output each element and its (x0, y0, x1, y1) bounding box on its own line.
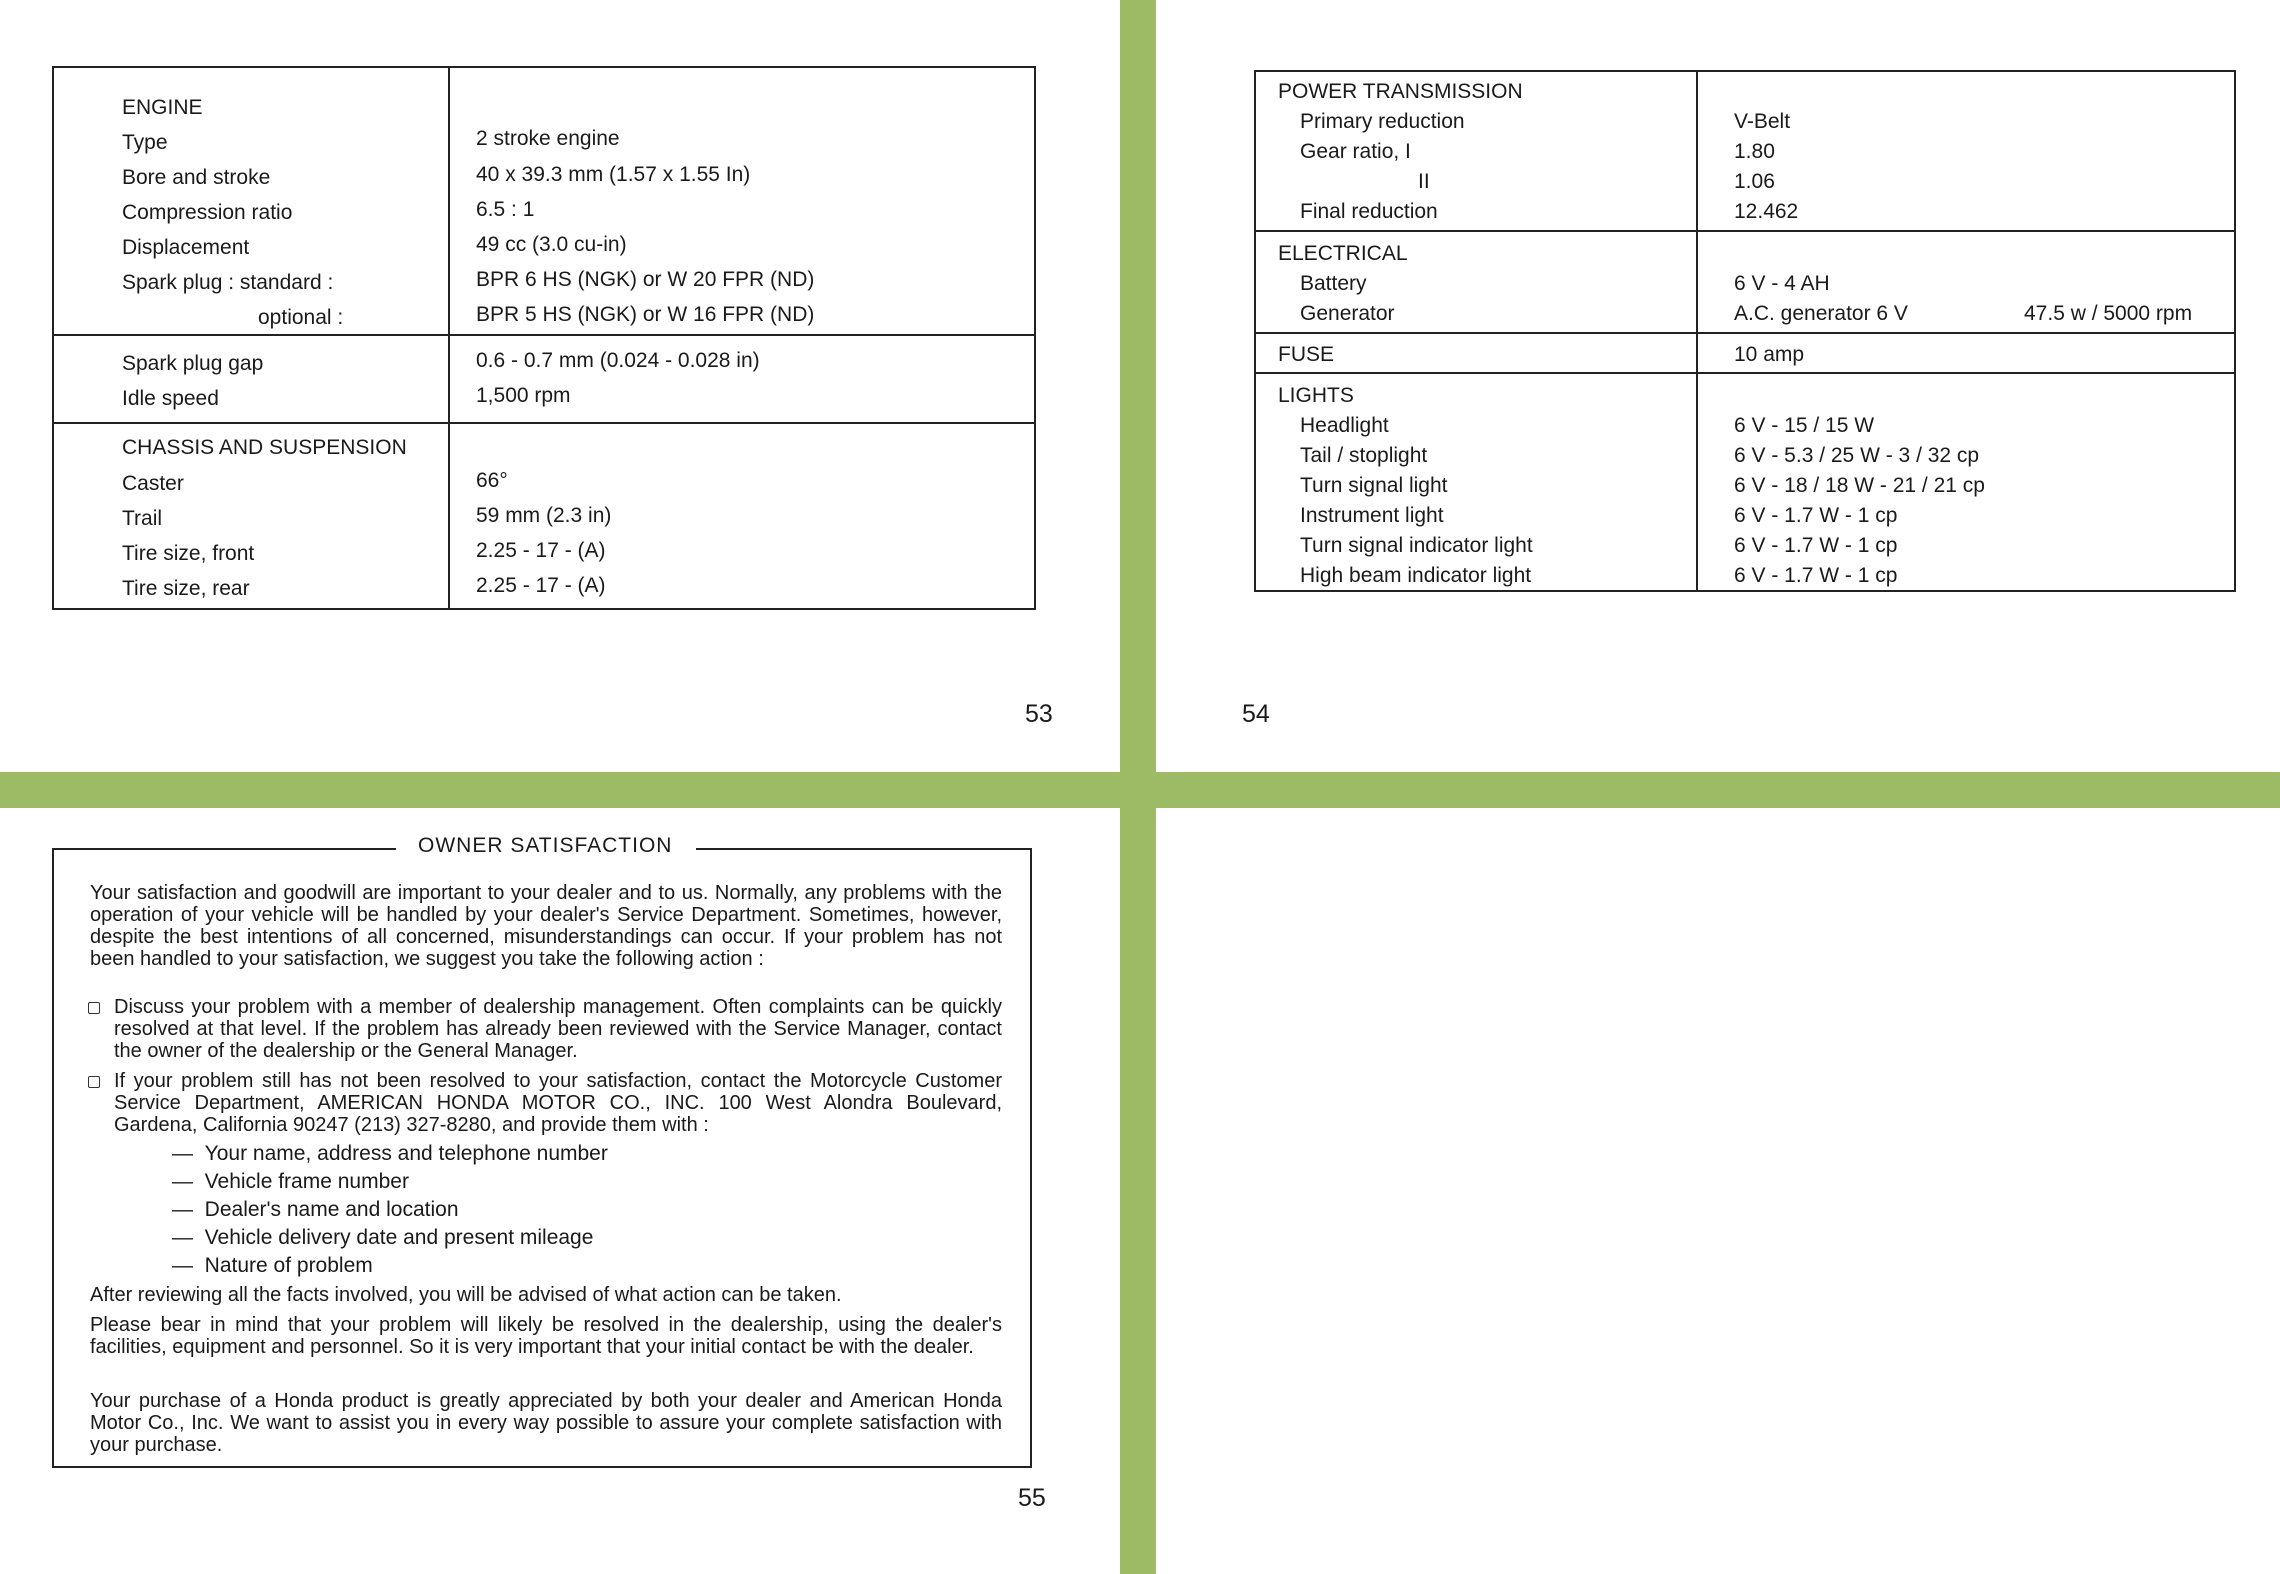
spec-value: 1.80 (1734, 140, 1775, 163)
spec-label: Spark plug : standard : (122, 271, 334, 294)
spec-label: Primary reduction (1300, 110, 1465, 133)
horizontal-divider (0, 772, 2280, 808)
chassis-heading: CHASSIS AND SUSPENSION (122, 436, 407, 459)
spec-value: 0.6 - 0.7 mm (0.024 - 0.028 in) (476, 349, 760, 372)
spec-label: Final reduction (1300, 200, 1438, 223)
spec-label: Compression ratio (122, 201, 293, 224)
spec-label: High beam indicator light (1300, 564, 1532, 587)
page-number: 55 (1018, 1484, 1046, 1512)
section-divider (54, 334, 1034, 336)
spec-label: optional : (258, 306, 344, 329)
closing-paragraph: Your purchase of a Honda product is greatly appreciated by both your dealer and American Honda Motor Co., Inc. We want to assist you in every way possible to assure your complete satisfaction with your purchase. (90, 1390, 1002, 1456)
dash-list-item: — Dealer's name and location (172, 1198, 459, 1221)
spec-value: 2.25 - 17 - (A) (476, 539, 606, 562)
spec-value: V-Belt (1734, 110, 1791, 133)
spec-extra-value: 47.5 w / 5000 rpm (2024, 302, 2193, 325)
bullet-text: Discuss your problem with a member of dealership management. Often complaints can be quickly resolved at that level. If the problem has already been reviewed with the Service Manager, contact the owner of the dealership or the General Manager. (114, 996, 1002, 1062)
fuse-heading: FUSE (1278, 343, 1335, 366)
spec-value: 2.25 - 17 - (A) (476, 574, 606, 597)
engine-heading: ENGINE (122, 96, 203, 119)
spec-value: 6 V - 1.7 W - 1 cp (1734, 564, 1898, 587)
checkbox-bullet-icon (88, 1076, 100, 1088)
checkbox-bullet-icon (88, 1002, 100, 1014)
owner-satisfaction-box (52, 848, 1032, 1468)
column-divider (448, 68, 450, 608)
spec-label: Tail / stoplight (1300, 444, 1428, 467)
spec-value: BPR 5 HS (NGK) or W 16 FPR (ND) (476, 303, 815, 326)
spec-value: 6 V - 1.7 W - 1 cp (1734, 504, 1898, 527)
dash-list-item: — Nature of problem (172, 1254, 373, 1277)
spec-label: Trail (122, 507, 163, 530)
spec-label: Instrument light (1300, 504, 1444, 527)
spec-label: Bore and stroke (122, 166, 271, 189)
spec-value: 2 stroke engine (476, 127, 620, 150)
spec-label: Tire size, front (122, 542, 255, 565)
page-number: 54 (1242, 700, 1270, 728)
spec-value: 6 V - 5.3 / 25 W - 3 / 32 cp (1734, 444, 1980, 467)
spec-value: 1,500 rpm (476, 384, 571, 407)
lights-heading: LIGHTS (1278, 384, 1354, 407)
section-divider (1256, 372, 2234, 374)
spec-label: Type (122, 131, 168, 154)
spec-value: 6 V - 15 / 15 W (1734, 414, 1875, 437)
after-paragraph: After reviewing all the facts involved, you will be advised of what action can be taken. (90, 1284, 842, 1306)
spec-label: Headlight (1300, 414, 1389, 437)
dash-list-item: — Your name, address and telephone number (172, 1142, 608, 1165)
spec-value: 6.5 : 1 (476, 198, 535, 221)
spec-value: 10 amp (1734, 343, 1805, 366)
spec-value: 49 cc (3.0 cu-in) (476, 233, 627, 256)
spec-label: Spark plug gap (122, 352, 264, 375)
spec-value: 1.06 (1734, 170, 1775, 193)
spec-value: 40 x 39.3 mm (1.57 x 1.55 In) (476, 163, 751, 186)
bear-paragraph: Please bear in mind that your problem will likely be resolved in the dealership, using the dealer's facilities, equipment and personnel. So it is very important that your initial contact be with the dealer. (90, 1314, 1002, 1358)
bullet-item (88, 1070, 1002, 1136)
spec-value: BPR 6 HS (NGK) or W 20 FPR (ND) (476, 268, 815, 291)
engine-spec-table (52, 66, 1036, 610)
electrical-heading: ELECTRICAL (1278, 242, 1408, 265)
power-heading: POWER TRANSMISSION (1278, 80, 1523, 103)
spec-label: Gear ratio, I (1300, 140, 1411, 163)
section-divider (1256, 230, 2234, 232)
section-divider (54, 422, 1034, 424)
spec-value: 6 V - 4 AH (1734, 272, 1830, 295)
owner-satisfaction-title: OWNER SATISFACTION (418, 834, 673, 857)
spec-label: Turn signal indicator light (1300, 534, 1533, 557)
spec-value: 6 V - 1.7 W - 1 cp (1734, 534, 1898, 557)
column-divider (1696, 72, 1698, 590)
spec-label: Caster (122, 472, 184, 495)
page-number: 53 (1025, 700, 1053, 728)
spec-value: A.C. generator 6 V (1734, 302, 1908, 325)
spec-label: Turn signal light (1300, 474, 1448, 497)
spec-label: II (1418, 170, 1430, 193)
section-divider (1256, 332, 2234, 334)
spec-value: 66° (476, 469, 508, 492)
bullet-text: If your problem still has not been resolved to your satisfaction, contact the Motorcycle Customer Service Department, AMERICAN HONDA MOTOR CO., INC. 100 West Alondra Boulevard, Gardena, California 90247 (213) 327-8280, and provide them with : (114, 1070, 1002, 1136)
spec-value: 59 mm (2.3 in) (476, 504, 612, 527)
intro-paragraph: Your satisfaction and goodwill are important to your dealer and to us. Normally, any problems with the operation of your vehicle will be handled by your dealer's Service Department. Sometimes, however, despite the best intentions of all concerned, misunderstandings can occur. If your problem has not been handled to your satisfaction, we suggest you take the following action : (90, 882, 1002, 970)
bullet-item (88, 996, 1002, 1062)
spec-label: Idle speed (122, 387, 219, 410)
spec-label: Displacement (122, 236, 250, 259)
spec-value: 12.462 (1734, 200, 1799, 223)
dash-list-item: — Vehicle frame number (172, 1170, 409, 1193)
transmission-spec-table (1254, 70, 2236, 592)
spec-label: Tire size, rear (122, 577, 250, 600)
spec-label: Battery (1300, 272, 1367, 295)
spec-value: 6 V - 18 / 18 W - 21 / 21 cp (1734, 474, 1985, 497)
dash-list-item: — Vehicle delivery date and present mileage (172, 1226, 594, 1249)
spec-label: Generator (1300, 302, 1395, 325)
